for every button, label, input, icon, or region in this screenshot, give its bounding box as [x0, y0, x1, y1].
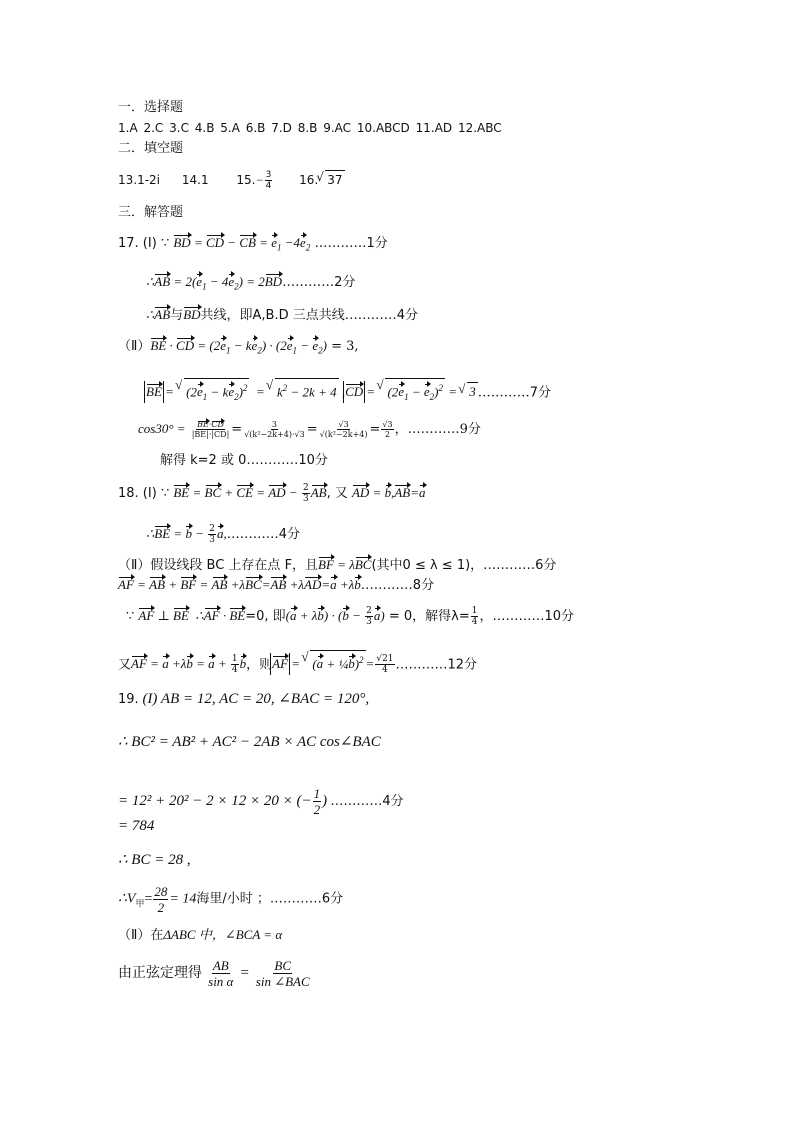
q17-line2: ∴AB = $2(e_1 - 4e_2)$ = 2BD…………2分	[146, 274, 356, 292]
q18-line5: ∵ AF ⊥ BE ∴AF · BE=0, 即(a + λb) · (b − $\frac{2}{3}$ a) = 0，解得λ= $\frac{1}{4}$ ，…………10分	[126, 606, 575, 627]
q18-line3: （Ⅱ）假设线段 BC 上存在点 F，且BF = λBC(其中0 ≤ λ ≤ 1)，…………6分	[118, 557, 557, 573]
q19-speed: $\therefore V_甲=$ $\frac{28}{2}$ = 14海里/小时 ；…………6分	[118, 884, 344, 915]
q15-fraction: $\frac{3}{4}$	[265, 170, 272, 191]
section-choice-title: 一．选择题	[118, 100, 184, 115]
q17-line3: ∴AB与BD共线，即A,B.D 三点共线…………4分	[146, 307, 419, 323]
q19-law-of-cosines: ∴ BC² = AB² + AC² − 2AB × AC cos∠BAC	[118, 734, 381, 750]
q18-line4: AF = AB + BF = AB +λBC=AB +λAD=a +λb…………8分	[118, 577, 435, 593]
choice-answers: 1.A 2.C 3.C 4.B 5.A 6.B 7.D 8.B 9.AC 10.ABCD 11.AD 12.ABC	[118, 121, 502, 135]
fill-answers: 13.1-2i 14.1 15.− $\frac{3}{4}$ 16.√ 37	[118, 170, 345, 191]
q15-prefix: 15.	[236, 173, 256, 187]
q17-line7: 解得 k=2 或 0…………10分	[160, 453, 328, 468]
section-solve-title: 三．解答题	[118, 205, 184, 220]
q19-calc: = 12² + 20² − 2 × 12 × 20 × (− $\frac{1}{2}$ ) …………4分	[118, 786, 404, 817]
q16-prefix: 16.	[299, 173, 319, 187]
q18-line6: 又AF = a +λb = a + $\frac{1}{4}$ b，则AF = √ (a + ¼b)$^2$ = $\frac{√21}{4}$ …………12分	[118, 650, 477, 675]
q17-line6: cos30° = $\frac{BE\cdot CD}{|BE|\cdot|CD|}$ = $\frac{3}{\text{√(k²−2k+4)·√3}}$ = $\frac{√3}{\text{√(k²−2k+4)}}$ = $\frac{√3}{2}$ ，…………9分	[138, 420, 481, 439]
q17-line5: BE = √ $(2e_1 - ke_2)^2$ = √ $k^2 - 2k + 4$ ,CD = √ $(2e_1 - e_2)^2$ = √ 3 …………7分	[146, 378, 551, 406]
q19-part2: （Ⅱ）在ΔABC 中，∠BCA = α	[118, 927, 283, 943]
q19-sine-rule: 由正弦定理得 $\frac{AB}{\text{sin α}}$ = $\frac{BC}{\text{sin ∠BAC}}$	[118, 958, 310, 989]
q18-line1: 18. (I) ∵ BE = BC + CE = AD − $\frac{2}{3}$ AB, 又 AD = b,AB=a	[118, 483, 426, 504]
q19-line1: 19. (I) AB = 12, AC = 20, ∠BAC = 120°,	[118, 691, 370, 707]
q13-answer: 13.1-2i	[118, 173, 161, 187]
q16-sqrt: √ 37	[325, 170, 344, 189]
q19-bc: ∴ BC = 28 ,	[118, 852, 191, 868]
q18-line2: ∴BE = b − $\frac{2}{3}$ a,…………4分	[146, 524, 300, 545]
q17-line1: 17. (I) ∵ BD = CD − CB = $e_1 -4e_2$ …………1分	[118, 235, 388, 253]
q17-line4: （Ⅱ）BE · CD = $(2e_1 - ke_2) \cdot (2e_1 - e_2) = 3$,	[118, 338, 359, 356]
q14-answer: 14.1	[181, 173, 209, 187]
q19-result: = 784	[118, 818, 155, 834]
section-fill-title: 二．填空题	[118, 141, 184, 156]
